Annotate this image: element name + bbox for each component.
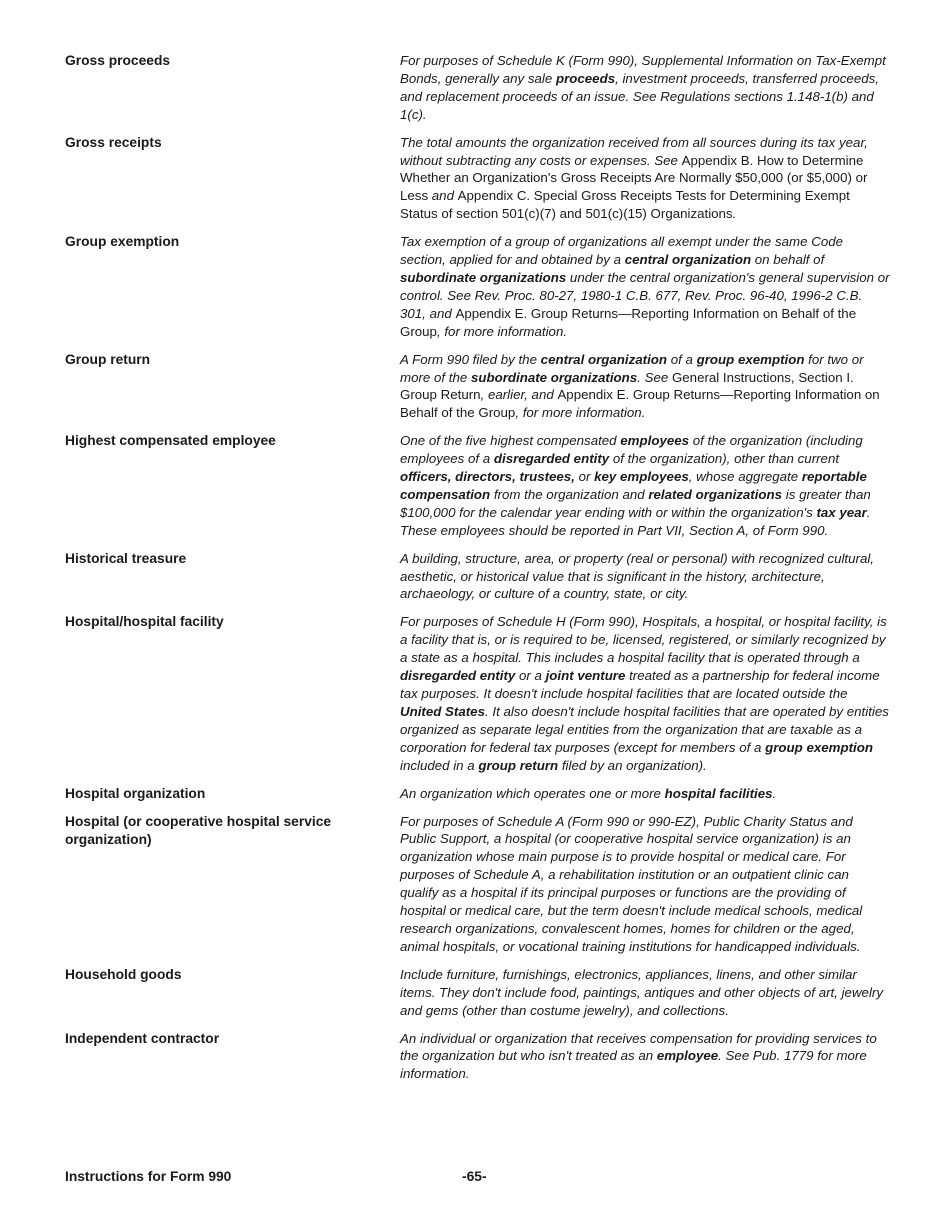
glossary-defined-term: disregarded entity [493,451,610,467]
glossary-entry [65,1030,890,1084]
glossary-entry [65,432,890,539]
definition-text: from the organization and [490,486,649,502]
glossary-entry [65,613,890,774]
glossary-term: Group exemption [65,234,180,250]
glossary-defined-term: central organization [540,351,668,367]
glossary-term: Highest compensated employee [65,433,276,449]
definition-text: . These employees should be reported in Part VII, Section A, of Form 990. [400,504,871,538]
glossary [65,52,890,1093]
definition-text: and [428,188,458,204]
definition-text: treated as a partnership for federal income tax purposes. It doesn't include hospital facilities that are located outside the [400,668,880,701]
glossary-defined-term: proceeds [555,70,616,86]
glossary-definition [400,613,890,774]
definition-text: of a [667,351,697,367]
definition-text: , investment proceeds, transferred proceeds, and replacement proceeds of an issue. See Regulations sections 1.148-1(b) and 1(c). [400,70,879,122]
definition-text: under the central organization's general supervision or control. See Rev. Proc. 80-27, 1980-1 C.B. 677, Rev. Proc. 96-40, 1996-2 C.B. 301, and [400,269,890,321]
glossary-defined-term: subordinate organizations [470,369,638,385]
definition-text: Tax exemption of a group of organizations all exempt under the same Code section, applied for and obtained by a [400,234,844,268]
definition-text: . See [637,369,672,385]
cross-reference: General Instructions, Section I. Group Return [400,369,854,403]
glossary-term: Household goods [65,966,182,982]
definition-text: . [772,785,777,801]
glossary-entry [65,785,890,803]
definition-text: , for more information. [436,323,568,339]
definition-text: . [732,206,737,222]
glossary-defined-term: employees [620,433,690,449]
glossary-entry [65,351,890,423]
glossary-entry [65,813,890,956]
definition-text: is greater than $100,000 for the calendar year ending with or within the organization's [400,486,871,520]
glossary-term: Hospital/hospital facility [65,614,224,630]
definition-text: . See Pub. 1779 for more information. [400,1048,867,1082]
definition-text: included in a [400,757,479,773]
glossary-definition [400,550,890,604]
glossary-definition [400,233,890,340]
definition-text: , for more information. [515,405,646,421]
definition-text: for two or more of the [400,351,864,385]
glossary-defined-term: tax year [816,504,867,520]
footer-doc-title: Instructions for Form 990 [65,1169,232,1184]
glossary-definition [400,785,890,803]
definition-text: A Form 990 filed by the [400,351,541,367]
page-number: -65- [462,1169,487,1184]
glossary-definition [400,1030,890,1084]
glossary-entry [65,52,890,124]
glossary-definition [400,966,890,1020]
glossary-term: Hospital organization [65,785,206,801]
cross-reference: Appendix E. Group Returns—Reporting Information on Behalf of the Group [400,387,880,421]
definition-text: of the organization), other than current [609,451,840,467]
definition-text: or [574,469,595,485]
definition-text: The total amounts the organization received from all sources during its tax year, without subtracting any costs or expenses. See [400,134,868,168]
cross-reference: Appendix C. Special Gross Receipts Tests for Determining Exempt Status of section 501(c)(7) and 501(c)(15) Organizations [400,188,850,222]
definition-text: filed by an organization). [558,757,707,773]
definition-text: . It also doesn't include hospital facilities that are operated by entities organized as separate legal entities from the organization that are taxable as a corporation for federal tax purposes (except for members of a [400,703,889,755]
glossary-term: Independent contractor [65,1030,220,1046]
glossary-term: Gross receipts [65,134,162,150]
cross-reference: Appendix B. How to Determine Whether an Organization's Gross Receipts Are Normally $50,000 (or $5,000) or Less [400,152,868,204]
glossary-definition [400,351,890,423]
glossary-defined-term: central organization [624,252,752,268]
definition-text: , earlier, and [480,387,558,403]
glossary-entry [65,233,890,340]
glossary-defined-term: key employees [594,469,689,485]
definition-text: One of the five highest compensated [400,433,621,449]
glossary-defined-term: related organizations [648,486,783,502]
glossary-defined-term: group exemption [696,351,805,367]
definition-text: For purposes of Schedule K (Form 990), Supplemental Information on Tax-Exempt Bonds, generally any sale [400,53,886,86]
glossary-definition [400,813,890,956]
definition-text: Include furniture, furnishings, electronics, appliances, linens, and other similar items. They don't include food, paintings, antiques and other objects of art, jewelry and gems (other than costume jewelry), and collections. [400,966,883,1018]
definition-text: , whose aggregate [688,469,802,485]
definition-text: A building, structure, area, or property (real or personal) with recognized cultural, aesthetic, or historical value that is significant in the history, architecture, archaeology, or culture of a country, state, or city. [400,550,874,602]
glossary-entry [65,134,890,224]
glossary-term: Group return [65,351,151,367]
glossary-entry [65,550,890,604]
cross-reference: Appendix E. Group Returns—Reporting Information on Behalf of the Group [400,305,857,339]
glossary-defined-term: group return [478,757,559,773]
definition-text: An individual or organization that receives compensation for providing services to the organization but who isn't treated as an [400,1030,877,1064]
definition-text: of the organization (including employees of a [400,433,863,467]
glossary-definition [400,134,890,224]
glossary-term: Hospital (or cooperative hospital service organization) [65,813,332,847]
glossary-defined-term: United States [400,703,485,719]
glossary-entry [65,966,890,1020]
glossary-term: Historical treasure [65,550,187,566]
glossary-term: Gross proceeds [65,53,171,68]
glossary-defined-term: joint venture [545,668,626,684]
glossary-definition [400,432,890,539]
definition-text: on behalf of [751,252,825,268]
glossary-defined-term: disregarded entity [400,668,516,684]
definition-text: For purposes of Schedule H (Form 990), Hospitals, a hospital, or hospital facility, is a facility that is, or is required to be, licensed, registered, or similarly recognized by a state as a hospital. This includes a hospital facility that is operated through a [400,614,887,666]
glossary-defined-term: employee [656,1048,719,1064]
glossary-defined-term: group exemption [765,739,873,755]
glossary-defined-term: hospital facilities [664,785,773,801]
definition-text: or a [515,668,546,684]
glossary-defined-term: officers, directors, trustees, [400,469,575,485]
glossary-defined-term: subordinate organizations [400,269,567,285]
glossary-definition [400,52,890,124]
definition-text: For purposes of Schedule A (Form 990 or 990-EZ), Public Charity Status and Public Support, a hospital (or cooperative hospital service organization) is an organization whose main purpose is to provide hospital or medical care. For purposes of Schedule A, a rehabilitation institution or an outpatient clinic can qualify as a hospital if its principal purposes or functions are the providing of hospital or medical care, but the term doesn't include medical schools, medical research organizations, convalescent homes, homes for children or the aged, animal hospitals, or vocational training institutions for handicapped individuals. [400,813,863,954]
glossary-defined-term: reportable compensation [400,469,867,502]
definition-text: An organization which operates one or more [400,785,665,801]
